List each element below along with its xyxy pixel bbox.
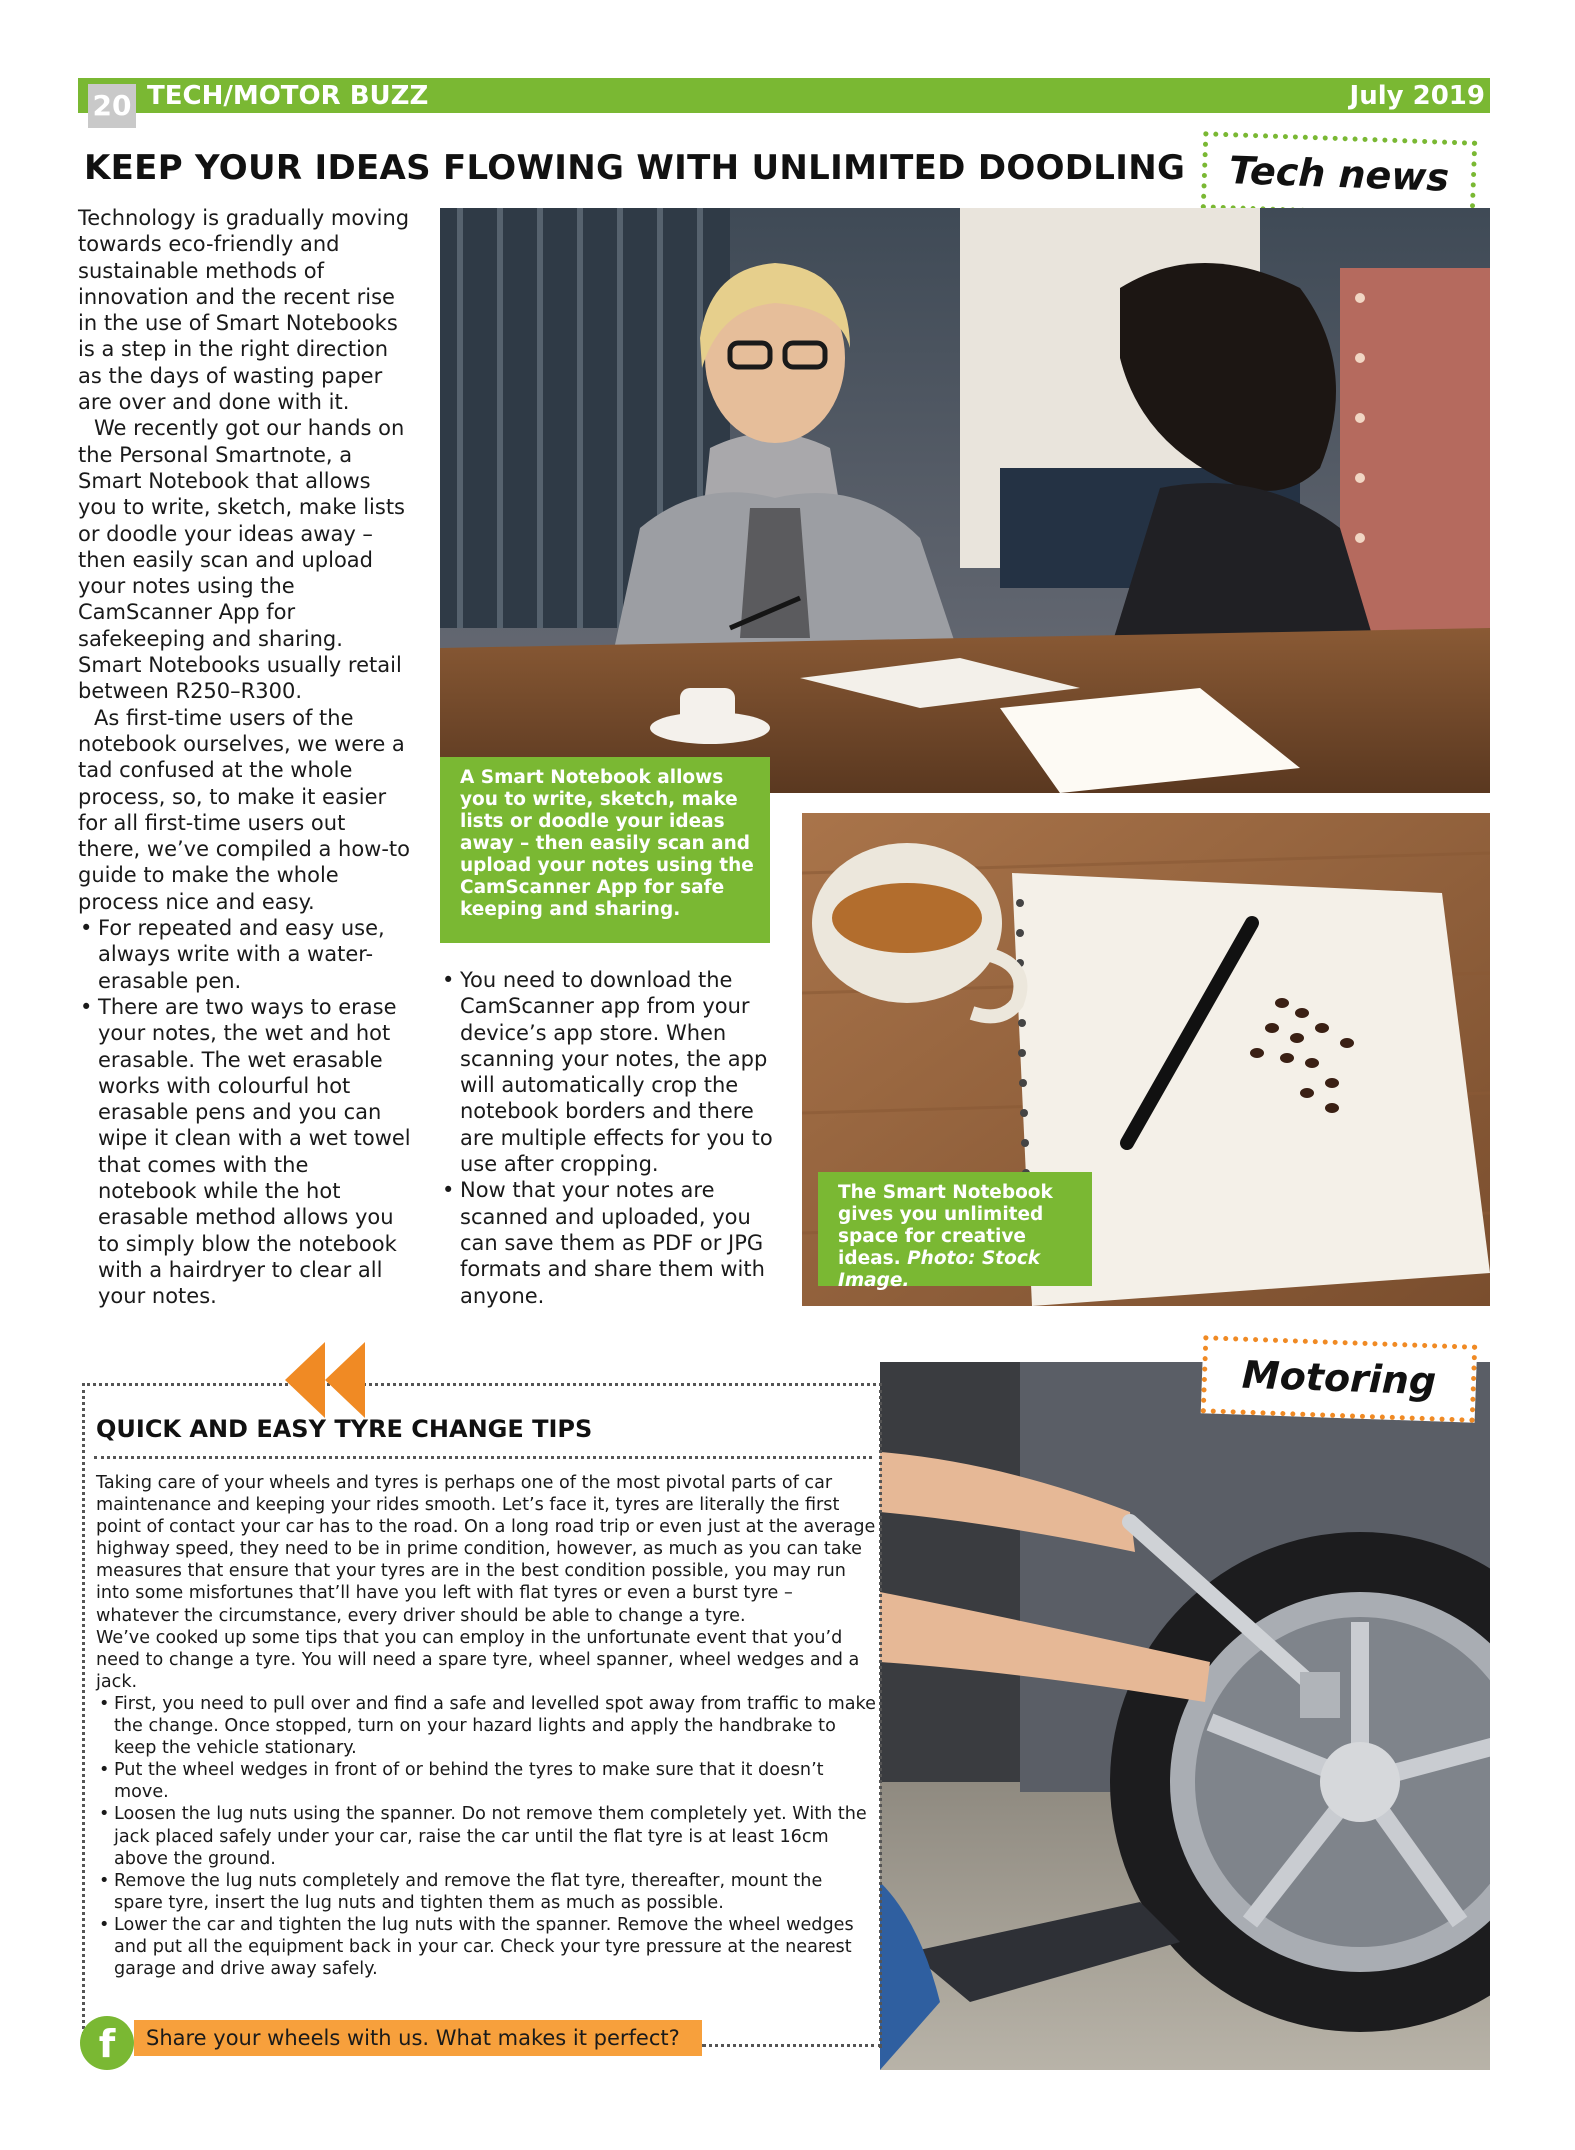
tech-paragraph: As first-time users of the notebook ourselves, we were a tad confused at the whole process, so, to make it easier for all first-time users out there, we’ve compiled a how-to guide to make the whole process nice and easy. [78, 705, 411, 914]
tech-news-tag: Tech news [1201, 131, 1478, 219]
tech-paragraph: We recently got our hands on the Personal Smartnote, a Smart Notebook that allows you to write, sketch, make lists or doodle your ideas away – then easily scan and upload your notes using the CamScanner App for safekeeping and sharing. Smart Notebooks usually retail between R250–R300. [78, 416, 405, 704]
tech-bullet: • There are two ways to erase your notes, the wet and hot erasable. The wet erasable works with colourful hot erasable pens and you can wipe it clean with a wet towel that comes with the notebook while the hot erasable method allows you to simply blow the notebook with a hairdryer to clear all your notes. [78, 994, 413, 1310]
meeting-photo [440, 208, 1490, 793]
section-name: TECH/MOTOR BUZZ [147, 81, 429, 111]
tech-headline: KEEP YOUR IDEAS FLOWING WITH UNLIMITED DOODLING [84, 148, 1186, 188]
tech-bullet: • For repeated and easy use, always write with a water-erasable pen. [78, 915, 413, 994]
motoring-body [96, 1472, 876, 1980]
page-number: 20 [88, 84, 136, 128]
motoring-bullet: • Remove the lug nuts completely and remove the flat tyre, thereafter, mount the spare tyre, insert the lug nuts and tighten them as much as possible. [96, 1870, 876, 1914]
callout-divider [702, 2044, 882, 2047]
tech-bullet-list [440, 967, 775, 1309]
tech-column-2 [440, 967, 775, 1309]
tech-bullet-list [78, 915, 413, 1309]
motoring-paragraph: Taking care of your wheels and tyres is perhaps one of the most pivotal parts of car maintenance and keeping your rides smooth. Let’s face it, tyres are literally the first point of contact your car has to the road. On a long road trip or even just at the average highway speed, they need to be in prime condition, however, as much as you can take measures that ensure that your tyres are in the best condition possible, you may run into some misfortunes that’ll have you left with flat tyres or even a burst tyre – whatever the circumstance, every driver should be able to change a tyre. [96, 1473, 876, 1626]
tech-bullet: • You need to download the CamScanner app from your device’s app store. When scanning your notes, the app will automatically crop the notebook borders and there are multiple effects for you to use after cropping. [440, 967, 775, 1177]
motoring-bullet: • Put the wheel wedges in front of or behind the tyres to make sure that it doesn’t move. [96, 1759, 876, 1803]
motoring-bullet: • Lower the car and tighten the lug nuts with the spanner. Remove the wheel wedges and put all the equipment back in your car. Check your tyre pressure at the nearest garage and drive away safely. [96, 1914, 876, 1980]
share-callout: Share your wheels with us. What makes it perfect? [134, 2020, 702, 2056]
tyre-change-photo [880, 1362, 1490, 2070]
tech-column-1 [78, 205, 413, 1309]
tech-bullet: • Now that your notes are scanned and uploaded, you can save them as PDF or JPG formats and share them with anyone. [440, 1177, 775, 1308]
motoring-bullet: • First, you need to pull over and find a safe and levelled spot away from traffic to make the change. Once stopped, turn on your hazard lights and apply the handbrake to keep the vehicle stationary. [96, 1693, 876, 1759]
issue-date: July 2019 [1349, 81, 1485, 111]
motoring-paragraph: We’ve cooked up some tips that you can employ in the unfortunate event that you’d need to change a tyre. You will need a spare tyre, wheel spanner, wheel wedges and a jack. [96, 1627, 860, 1692]
motoring-title: QUICK AND EASY TYRE CHANGE TIPS [96, 1415, 593, 1443]
photo-caption [818, 1172, 1092, 1291]
double-chevron-left-icon [285, 1342, 365, 1418]
motoring-bullet: • Loosen the lug nuts using the spanner. Do not remove them completely yet. With the jack placed safely under your car, raise the car until the flat tyre is at least 16cm above the ground. [96, 1803, 876, 1869]
motoring-tag: Motoring [1201, 1335, 1478, 1423]
motoring-bullet-list [96, 1693, 876, 1980]
title-divider [94, 1456, 872, 1459]
photo-credit: Photo: Stock Image. [838, 1248, 1041, 1291]
tech-paragraph: Technology is gradually moving towards eco-friendly and sustainable methods of innovation and the recent rise in the use of Smart Notebooks is a step in the right direction as the days of wasting paper are over and done with it. [78, 206, 410, 415]
photo-caption: A Smart Notebook allows you to write, sketch, make lists or doodle your ideas away – then easily scan and upload your notes using the CamScanner App for safe keeping and sharing. [440, 757, 770, 943]
facebook-icon: f [80, 2016, 134, 2070]
caption-text: The Smart Notebook gives you unlimited space for creative ideas. [838, 1182, 1053, 1269]
